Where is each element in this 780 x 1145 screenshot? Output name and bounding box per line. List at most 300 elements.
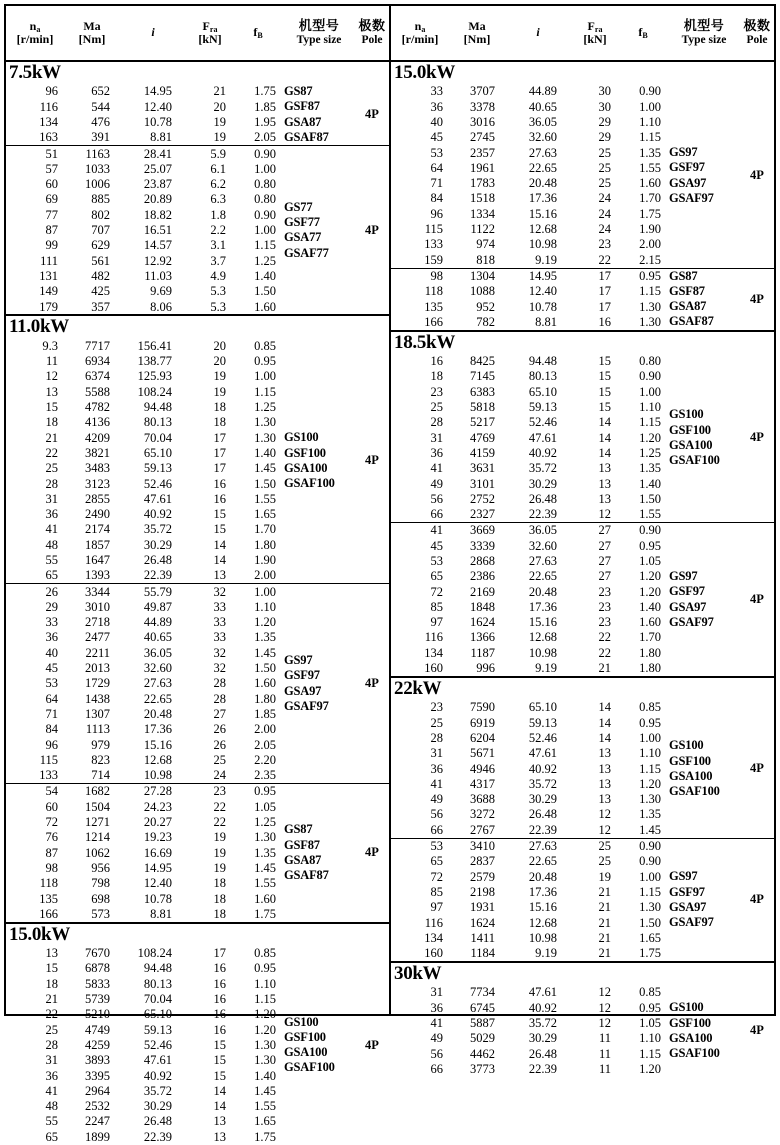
cell-ma: 8425 xyxy=(470,354,495,369)
table-header-row xyxy=(6,6,389,62)
type-size-label: GSF87 xyxy=(284,837,320,852)
table-row xyxy=(391,269,667,284)
cell-i: 14.95 xyxy=(528,268,557,283)
cell-i: 35.72 xyxy=(528,461,557,476)
cell-i: 32.60 xyxy=(528,538,557,553)
cell-i: 22.39 xyxy=(528,507,557,522)
cell-ma: 1411 xyxy=(470,930,495,945)
table-row xyxy=(391,731,667,746)
cell-fra: 15 xyxy=(213,1053,226,1068)
cell-fra: 14 xyxy=(598,715,611,730)
cell-fra: 24 xyxy=(598,191,611,206)
cell-i: 59.13 xyxy=(528,715,557,730)
type-size-label: GSAF97 xyxy=(669,614,714,629)
cell-fb: 1.65 xyxy=(639,930,661,945)
cell-fb: 0.95 xyxy=(254,354,276,369)
table-row xyxy=(391,160,667,175)
cell-i: 15.16 xyxy=(143,737,172,752)
cell-na: 28 xyxy=(430,415,443,430)
table-row xyxy=(6,192,282,207)
table-row xyxy=(6,99,282,114)
cell-fb: 1.05 xyxy=(254,799,276,814)
table-row xyxy=(6,961,282,976)
cell-ma: 1334 xyxy=(470,206,495,221)
cell-i: 65.10 xyxy=(528,700,557,715)
cell-fb: 1.65 xyxy=(254,507,276,522)
column-header-type xyxy=(667,6,741,60)
cell-ma: 1366 xyxy=(470,630,495,645)
table-row xyxy=(6,161,282,176)
cell-i: 8.06 xyxy=(150,299,172,314)
cell-i: 20.48 xyxy=(528,869,557,884)
cell-ma: 3773 xyxy=(470,1061,495,1076)
table-row xyxy=(391,584,667,599)
table-row xyxy=(6,768,282,783)
cell-i: 40.92 xyxy=(143,507,172,522)
table-row xyxy=(391,491,667,506)
cell-ma: 2490 xyxy=(85,507,110,522)
table-row xyxy=(6,491,282,506)
cell-fb: 1.40 xyxy=(254,445,276,460)
cell-i: 47.61 xyxy=(528,985,557,1000)
table-row xyxy=(6,269,282,284)
cell-ma: 1647 xyxy=(85,553,110,567)
cell-fra: 22 xyxy=(213,815,226,830)
spec-group xyxy=(391,700,774,838)
cell-fra: 5.3 xyxy=(210,299,226,314)
cell-na: 31 xyxy=(430,430,443,445)
column-header-na-unit: [r/min] xyxy=(401,32,439,46)
cell-ma: 4136 xyxy=(85,415,110,430)
cell-ma: 1163 xyxy=(85,146,110,161)
cell-fra: 17 xyxy=(213,946,226,961)
cell-na: 66 xyxy=(430,1061,443,1076)
table-row xyxy=(391,314,667,329)
cell-na: 60 xyxy=(45,799,58,814)
cell-fra: 16 xyxy=(213,992,226,1007)
table-row xyxy=(6,115,282,130)
cell-fb: 1.30 xyxy=(254,1053,276,1068)
type-size-cell xyxy=(282,146,356,314)
table-row xyxy=(6,845,282,860)
column-header-pole xyxy=(741,6,773,60)
cell-ma: 2837 xyxy=(470,854,495,869)
cell-na: 41 xyxy=(430,1016,443,1031)
cell-fb: 1.25 xyxy=(254,253,276,268)
cell-na: 41 xyxy=(45,1083,58,1098)
cell-fra: 19 xyxy=(213,130,226,145)
cell-ma: 3272 xyxy=(470,807,495,822)
cell-fra: 12 xyxy=(598,822,611,837)
table-row xyxy=(391,661,667,676)
cell-fra: 13 xyxy=(598,491,611,506)
cell-fb: 1.00 xyxy=(254,369,276,384)
cell-na: 36 xyxy=(430,99,443,114)
spec-row-list xyxy=(6,146,282,314)
cell-ma: 1504 xyxy=(85,799,110,814)
table-row xyxy=(6,476,282,491)
table-row xyxy=(6,461,282,476)
cell-fra: 13 xyxy=(213,1114,226,1129)
cell-ma: 2532 xyxy=(85,1099,110,1114)
cell-i: 10.78 xyxy=(143,114,172,129)
cell-fra: 14 xyxy=(598,415,611,430)
pole-cell: 4P xyxy=(365,676,379,691)
type-size-label: GSF97 xyxy=(284,668,320,683)
cell-i: 8.81 xyxy=(535,314,557,329)
cell-fb: 0.95 xyxy=(639,268,661,283)
spec-row-list xyxy=(391,985,667,1077)
cell-i: 20.48 xyxy=(528,584,557,599)
right-column xyxy=(390,4,776,1076)
cell-ma: 1729 xyxy=(85,676,110,691)
cell-ma: 3010 xyxy=(85,599,110,614)
cell-fb: 1.60 xyxy=(254,891,276,906)
cell-i: 44.89 xyxy=(528,84,557,99)
power-rating-band: 15.0kW xyxy=(394,62,456,83)
cell-i: 40.65 xyxy=(528,99,557,114)
cell-fb: 1.30 xyxy=(639,299,661,314)
cell-fb: 1.30 xyxy=(254,415,276,430)
cell-ma: 6934 xyxy=(85,354,110,369)
type-size-label: GS87 xyxy=(284,822,313,837)
cell-na: 15 xyxy=(45,400,58,415)
cell-fb: 2.00 xyxy=(254,568,276,583)
cell-na: 135 xyxy=(39,891,58,906)
cell-na: 9.3 xyxy=(42,338,58,353)
cell-ma: 4159 xyxy=(470,445,495,460)
cell-na: 66 xyxy=(430,822,443,837)
cell-ma: 2386 xyxy=(470,569,495,584)
table-row xyxy=(391,176,667,191)
cell-na: 111 xyxy=(40,253,58,268)
power-rating-band: 22kW xyxy=(391,676,774,700)
table-row xyxy=(391,284,667,299)
table-row xyxy=(6,354,282,369)
type-size-label: GSA97 xyxy=(669,899,707,914)
cell-fb: 1.55 xyxy=(254,491,276,506)
table-row xyxy=(6,661,282,676)
cell-ma: 7734 xyxy=(470,985,495,1000)
cell-na: 134 xyxy=(424,930,443,945)
cell-i: 24.23 xyxy=(143,799,172,814)
cell-ma: 2745 xyxy=(470,130,495,145)
table-row xyxy=(6,369,282,384)
spec-group xyxy=(6,783,389,922)
cell-fra: 28 xyxy=(213,691,226,706)
type-size-label: GSA100 xyxy=(669,768,713,783)
cell-ma: 956 xyxy=(91,860,110,875)
table-header-row xyxy=(391,6,774,62)
cell-na: 163 xyxy=(39,130,58,145)
column-header-na-symbol: $n_a$ xyxy=(29,18,41,34)
type-size-label: GSF100 xyxy=(669,753,711,768)
cell-i: 25.07 xyxy=(143,161,172,176)
table-row xyxy=(6,130,282,145)
cell-fra: 21 xyxy=(213,84,226,99)
cell-fra: 25 xyxy=(598,145,611,160)
cell-i: 125.93 xyxy=(137,369,172,384)
table-row xyxy=(391,461,667,476)
column-header-na-subscript: a xyxy=(36,24,41,34)
cell-i: 28.41 xyxy=(143,146,172,161)
table-row xyxy=(6,815,282,830)
table-row xyxy=(391,776,667,791)
type-size-cell xyxy=(667,269,741,330)
cell-fb: 1.20 xyxy=(639,776,661,791)
cell-fra: 16 xyxy=(213,476,226,491)
type-size-label: GSAF97 xyxy=(669,915,714,930)
cell-fb: 0.85 xyxy=(254,338,276,353)
cell-fra: 16 xyxy=(213,1007,226,1022)
cell-fb: 1.00 xyxy=(254,584,276,599)
table-row xyxy=(6,1114,282,1129)
cell-ma: 1214 xyxy=(85,830,110,845)
cell-fra: 12 xyxy=(598,985,611,1000)
type-size-label: GS87 xyxy=(669,268,698,283)
cell-ma: 3707 xyxy=(470,84,495,99)
spec-group xyxy=(6,946,389,1145)
cell-ma: 391 xyxy=(91,130,110,145)
table-row xyxy=(391,130,667,145)
cell-ma: 707 xyxy=(91,223,110,238)
cell-fb: 1.10 xyxy=(639,1031,661,1046)
cell-na: 96 xyxy=(45,737,58,752)
pole-cell: 4P xyxy=(750,168,764,183)
cell-fra: 26 xyxy=(213,737,226,752)
cell-ma: 629 xyxy=(91,238,110,253)
cell-i: 94.48 xyxy=(143,961,172,976)
cell-fb: 0.95 xyxy=(254,961,276,976)
cell-fra: 13 xyxy=(598,792,611,807)
table-row xyxy=(6,584,282,599)
cell-fra: 13 xyxy=(598,761,611,776)
type-size-label: GSA100 xyxy=(284,460,328,475)
cell-fb: 1.55 xyxy=(254,876,276,891)
pole-cell: 4P xyxy=(365,222,379,237)
table-row xyxy=(391,600,667,615)
cell-na: 29 xyxy=(45,599,58,614)
cell-ma: 2169 xyxy=(470,584,495,599)
cell-fb: 1.75 xyxy=(254,1129,276,1144)
cell-fb: 1.00 xyxy=(254,223,276,238)
type-size-cell xyxy=(282,84,356,145)
cell-na: 21 xyxy=(45,992,58,1007)
cell-ma: 5029 xyxy=(470,1031,495,1046)
cell-fra: 18 xyxy=(213,876,226,891)
cell-fra: 1.8 xyxy=(210,207,226,222)
cell-na: 134 xyxy=(39,114,58,129)
cell-i: 17.36 xyxy=(528,599,557,614)
cell-na: 149 xyxy=(39,284,58,299)
cell-na: 45 xyxy=(430,538,443,553)
type-size-label: GS100 xyxy=(284,430,319,445)
cell-na: 72 xyxy=(430,869,443,884)
type-size-label: GSA100 xyxy=(669,437,713,452)
pole-cell: 4P xyxy=(365,1037,379,1052)
cell-na: 48 xyxy=(45,537,58,552)
cell-i: 27.63 xyxy=(528,145,557,160)
cell-fra: 11 xyxy=(598,1061,611,1076)
cell-fb: 1.55 xyxy=(254,1099,276,1114)
cell-i: 30.29 xyxy=(528,1031,557,1046)
column-header-ma-symbol: Ma xyxy=(83,18,101,33)
cell-fra: 14 xyxy=(213,1099,226,1114)
type-size-label: GSA97 xyxy=(284,683,322,698)
cell-fra: 13 xyxy=(598,746,611,761)
cell-na: 166 xyxy=(39,906,58,921)
cell-fb: 0.80 xyxy=(254,192,276,207)
cell-ma: 4769 xyxy=(470,430,495,445)
cell-na: 56 xyxy=(430,491,443,506)
table-row xyxy=(391,191,667,206)
table-row xyxy=(6,645,282,660)
cell-na: 160 xyxy=(424,661,443,676)
type-size-label: GSF97 xyxy=(669,160,705,175)
spec-group xyxy=(6,338,389,583)
cell-ma: 2198 xyxy=(470,884,495,899)
table-row xyxy=(391,1046,667,1061)
column-header-fra xyxy=(571,6,619,60)
cell-ma: 1848 xyxy=(470,599,495,614)
cell-fb: 0.80 xyxy=(639,354,661,369)
table-row xyxy=(6,146,282,161)
cell-i: 108.24 xyxy=(137,946,172,961)
pole-cell: 4P xyxy=(365,453,379,468)
cell-fra: 30 xyxy=(598,84,611,99)
cell-na: 85 xyxy=(430,884,443,899)
cell-fb: 1.40 xyxy=(639,476,661,491)
cell-na: 41 xyxy=(430,461,443,476)
cell-na: 36 xyxy=(430,445,443,460)
cell-fb: 1.00 xyxy=(254,161,276,176)
cell-i: 65.10 xyxy=(143,1007,172,1022)
cell-i: 40.92 xyxy=(528,1000,557,1015)
cell-fra: 19 xyxy=(213,830,226,845)
cell-fb: 0.90 xyxy=(639,523,661,538)
cell-ma: 3395 xyxy=(85,1068,110,1083)
cell-i: 36.05 xyxy=(143,645,172,660)
cell-na: 41 xyxy=(430,523,443,538)
table-row xyxy=(391,569,667,584)
cell-fra: 16 xyxy=(598,314,611,329)
cell-ma: 1518 xyxy=(470,191,495,206)
cell-ma: 5671 xyxy=(470,746,495,761)
power-rating-band: 15.0kW xyxy=(6,922,389,946)
cell-ma: 6878 xyxy=(85,961,110,976)
cell-fb: 0.85 xyxy=(254,946,276,961)
cell-i: 47.61 xyxy=(528,746,557,761)
column-header-ma xyxy=(64,6,120,60)
cell-fra: 20 xyxy=(213,99,226,114)
cell-i: 52.46 xyxy=(528,415,557,430)
cell-fra: 21 xyxy=(598,900,611,915)
cell-i: 40.65 xyxy=(143,630,172,645)
table-row xyxy=(391,554,667,569)
cell-fra: 15 xyxy=(598,400,611,415)
cell-ma: 1307 xyxy=(85,706,110,721)
cell-i: 22.39 xyxy=(528,822,557,837)
cell-i: 14.95 xyxy=(143,84,172,99)
type-size-label: GSAF100 xyxy=(669,784,720,799)
cell-fb: 1.10 xyxy=(254,599,276,614)
cell-fb: 1.75 xyxy=(639,206,661,221)
table-row xyxy=(6,1083,282,1098)
cell-ma: 3339 xyxy=(470,538,495,553)
cell-i: 12.40 xyxy=(143,99,172,114)
cell-i: 12.68 xyxy=(143,752,172,767)
table-row xyxy=(391,839,667,854)
cell-ma: 3631 xyxy=(470,461,495,476)
spec-group xyxy=(6,583,389,783)
cell-i: 47.61 xyxy=(143,491,172,506)
cell-na: 33 xyxy=(430,84,443,99)
cell-fb: 1.10 xyxy=(639,746,661,761)
table-row xyxy=(391,930,667,945)
cell-fb: 1.00 xyxy=(639,99,661,114)
cell-i: 15.16 xyxy=(528,206,557,221)
column-header-na-subscript: a xyxy=(421,24,426,34)
cell-na: 65 xyxy=(430,569,443,584)
cell-fra: 14 xyxy=(213,553,226,567)
cell-i: 12.92 xyxy=(143,253,172,268)
type-size-cell xyxy=(667,700,741,838)
cell-na: 16 xyxy=(430,354,443,369)
column-header-fra xyxy=(186,6,234,60)
cell-ma: 2477 xyxy=(85,630,110,645)
cell-fra: 32 xyxy=(213,645,226,660)
power-rating-band: 11.0kW xyxy=(6,314,389,338)
table-row xyxy=(6,799,282,814)
table-row xyxy=(391,476,667,491)
cell-fra: 27 xyxy=(598,523,611,538)
type-size-label: GSF87 xyxy=(284,99,320,114)
cell-fra: 22 xyxy=(598,645,611,660)
cell-i: 9.19 xyxy=(535,661,557,676)
type-size-label: GSAF87 xyxy=(284,868,329,883)
cell-fra: 5.9 xyxy=(210,146,226,161)
cell-ma: 482 xyxy=(91,268,110,283)
cell-i: 16.51 xyxy=(143,223,172,238)
cell-ma: 2579 xyxy=(470,869,495,884)
cell-i: 36.05 xyxy=(528,523,557,538)
cell-fra: 33 xyxy=(213,630,226,645)
cell-i: 10.98 xyxy=(528,930,557,945)
cell-i: 27.63 xyxy=(528,554,557,568)
cell-fra: 18 xyxy=(213,891,226,906)
cell-i: 17.36 xyxy=(528,884,557,899)
cell-na: 13 xyxy=(45,384,58,399)
table-row xyxy=(391,822,667,837)
table-row xyxy=(6,615,282,630)
cell-i: 94.48 xyxy=(143,400,172,415)
cell-ma: 974 xyxy=(476,237,495,252)
cell-i: 49.87 xyxy=(143,599,172,614)
cell-i: 27.63 xyxy=(528,839,557,854)
cell-fb: 1.50 xyxy=(254,661,276,676)
spec-group xyxy=(391,268,774,330)
table-row xyxy=(6,522,282,537)
cell-fra: 19 xyxy=(213,845,226,860)
table-row xyxy=(6,691,282,706)
cell-fb: 1.60 xyxy=(254,676,276,691)
cell-na: 31 xyxy=(430,985,443,1000)
type-size-cell xyxy=(667,985,741,1077)
cell-i: 22.39 xyxy=(143,1129,172,1144)
cell-na: 64 xyxy=(430,160,443,175)
table-row xyxy=(391,354,667,369)
cell-fra: 18 xyxy=(213,906,226,921)
